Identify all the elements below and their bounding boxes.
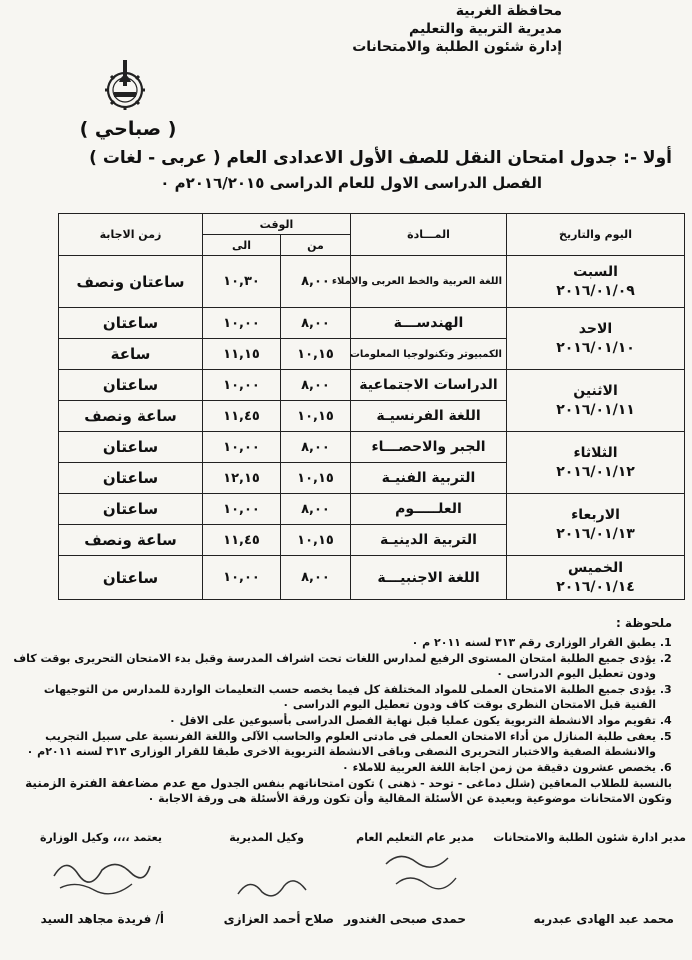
day-date: ٢٠١٦/٠١/١٤ — [556, 578, 635, 595]
time-from-cell: ٨,٠٠ — [281, 308, 351, 339]
day-cell — [507, 370, 685, 432]
duration-cell: ساعتان — [59, 494, 203, 525]
duration-cell: ساعتان — [59, 463, 203, 494]
duration-cell: ساعتان ونصف — [59, 256, 203, 308]
subject-cell: اللغة العربية والخط العربى والاملاء — [351, 256, 507, 308]
signature-titles — [10, 831, 686, 847]
ministry-logo-icon — [100, 58, 150, 112]
session-label: ( صباحي ) — [79, 118, 177, 140]
time-to-cell: ١٠,٠٠ — [203, 556, 281, 600]
note-item: 6. يخصص عشرون دقيقة من زمن اجابة اللغة العربية للاملاء ٠ — [12, 760, 656, 775]
time-to-cell: ١٢,١٥ — [203, 463, 281, 494]
time-from-cell: ٨,٠٠ — [281, 370, 351, 401]
special-needs-note — [12, 776, 672, 791]
time-from-cell: ٨,٠٠ — [281, 556, 351, 600]
note-item: 3. يؤدى جميع الطلبة الامتحان العملى للمواد المختلفة كل فيما يخصه حسب التعليمات الواردة للمدارس من التوجيهات الفنية قبل الامتحان النظرى بوقت كاف ودون تعطيل اليوم الدراسى ٠ — [12, 682, 656, 712]
day-date: ٢٠١٦/٠١/٠٩ — [556, 282, 635, 299]
header-subject: المـــادة — [351, 214, 507, 256]
duration-cell: ساعتان — [59, 556, 203, 600]
table-row — [59, 494, 685, 525]
time-from-cell: ١٠,١٥ — [281, 463, 351, 494]
day-cell — [507, 432, 685, 494]
objective-exams-note: وتكون الامتحانات موضوعية وبعيدة عن الأسئلة المقالية وأن تكون ورقة الأسئلة هى ورقة الاجابة ٠ — [147, 792, 672, 805]
day-name: الخميس — [567, 559, 624, 576]
duration-cell: ساعتان — [59, 370, 203, 401]
handwritten-signature-icon — [376, 844, 466, 896]
document-header — [352, 2, 562, 56]
duration-cell: ساعة — [59, 339, 203, 370]
duration-cell: ساعة ونصف — [59, 525, 203, 556]
handwritten-signature-icon — [46, 846, 156, 896]
header-from: من — [281, 235, 351, 256]
time-to-cell: ١٠,٠٠ — [203, 494, 281, 525]
day-date: ٢٠١٦/٠١/١٠ — [556, 339, 635, 356]
day-cell — [507, 556, 685, 600]
signature-title: وكيل المديرية — [229, 831, 304, 844]
signature-title: يعتمد ،،،، وكيل الوزارة — [39, 831, 162, 844]
signatory-name: أ/ فريدة مجاهد السيد — [40, 912, 164, 926]
header-time: الوقت — [203, 214, 351, 235]
note-item: 5. يعفى طلبة المنازل من أداء الامتحان العملى فى مادتى العلوم والحاسب الآلى واللغة الفرنسية على سبيل التجريب والانشطة الصفية والاختبار التحريرى النصفى وباقى الانشطة التربوية الاخرى طبقا للقرار الوزارى ٣١٣ لسنه ٢٠١١م ٠ — [12, 729, 656, 759]
notes-title: ملحوظة : — [615, 616, 672, 630]
day-name: الثلاثاء — [573, 444, 618, 461]
signature-title: مدير عام التعليم العام — [356, 831, 474, 844]
signatory-name: صلاح أحمد العزازى — [223, 912, 334, 926]
signature-title: مدير ادارة شئون الطلبة والامتحانات — [493, 831, 686, 844]
subject-cell: التربية الفنيـة — [351, 463, 507, 494]
schedule-subtitle: الفصل الدراسى الاول للعام الدراسى ٢٠١٦/٢٠١٥م ٠ — [160, 174, 542, 192]
day-name: السبت — [573, 263, 618, 280]
subject-cell: التربية الدينيـة — [351, 525, 507, 556]
time-to-cell: ١١,٤٥ — [203, 401, 281, 432]
time-from-cell: ٨,٠٠ — [281, 432, 351, 463]
notes-list — [12, 635, 672, 775]
day-name: الاثنين — [573, 382, 618, 399]
header-duration: زمن الاجابة — [59, 214, 203, 256]
time-to-cell: ١٠,٠٠ — [203, 308, 281, 339]
day-date: ٢٠١٦/٠١/١٣ — [556, 525, 635, 542]
time-to-cell: ١١,٤٥ — [203, 525, 281, 556]
table-row — [59, 370, 685, 401]
subject-cell: الجبر والاحصـــاء — [351, 432, 507, 463]
time-to-cell: ١٠,٣٠ — [203, 256, 281, 308]
time-from-cell: ٨,٠٠ — [281, 256, 351, 308]
day-date: ٢٠١٦/٠١/١١ — [556, 401, 635, 418]
special-needs-note-text: بالنسبة للطلاب المعاقين (شلل دماغى - توحد - ذهنى ) تكون امتحاناتهم بنفس الجدول — [206, 777, 672, 790]
time-from-cell: ٨,٠٠ — [281, 494, 351, 525]
time-to-cell: ١٠,٠٠ — [203, 432, 281, 463]
directorate-name: مديرية التربية والتعليم — [409, 21, 562, 37]
notes-section — [12, 616, 672, 806]
schedule-title: أولا -: جدول امتحان النقل للصف الأول الاعدادى العام ( عربى - لغات ) — [89, 148, 672, 168]
note-item: 1. يطبق القرار الوزارى رقم ٣١٣ لسنه ٢٠١١ م ٠ — [12, 635, 656, 650]
handwritten-signature-icon — [232, 868, 312, 908]
signatory-name: حمدى صبحى الغندور — [344, 912, 466, 926]
exam-schedule-table — [58, 213, 685, 600]
subject-cell: اللغة الاجنبيـــة — [351, 556, 507, 600]
signature-names — [10, 912, 686, 930]
header-to: الى — [203, 235, 281, 256]
day-name: الاربعاء — [571, 506, 620, 523]
day-date: ٢٠١٦/٠١/١٢ — [556, 463, 635, 480]
department-name: إدارة شئون الطلبة والامتحانات — [352, 39, 562, 55]
note-item: 4. تقويم مواد الانشطة التربوية يكون عمليا قبل نهاية الفصل الدراسى بأسبوعين على الاقل ٠ — [12, 713, 656, 728]
table-row — [59, 308, 685, 339]
time-to-cell: ١١,١٥ — [203, 339, 281, 370]
time-from-cell: ١٠,١٥ — [281, 525, 351, 556]
table-row — [59, 432, 685, 463]
note-item: 2. يؤدى جميع الطلبة امتحان المستوى الرفيع لمدارس اللغات تحت اشراف المدرسة وقبل بدء الامتحان التحريرى بوقت كاف ودون تعطيل اليوم الدراسى ٠ — [12, 651, 656, 681]
day-cell — [507, 308, 685, 370]
governorate-name: محافظة الغربية — [455, 3, 562, 19]
duration-cell: ساعتان — [59, 308, 203, 339]
table-row — [59, 256, 685, 308]
subject-cell: العلـــــوم — [351, 494, 507, 525]
header-day-date: اليوم والتاريخ — [507, 214, 685, 256]
subject-cell: اللغة الفرنسيـة — [351, 401, 507, 432]
duration-cell: ساعتان — [59, 432, 203, 463]
signatory-name: محمد عبد الهادى عبدربه — [533, 912, 674, 926]
time-to-cell: ١٠,٠٠ — [203, 370, 281, 401]
subject-cell: الكمبيوتر وتكنولوجيا المعلومات — [351, 339, 507, 370]
time-from-cell: ١٠,١٥ — [281, 339, 351, 370]
special-needs-note-emphasis: مع عدم مضاعفة الفترة الزمنية — [25, 776, 207, 790]
subject-cell: الهندســـة — [351, 308, 507, 339]
day-cell — [507, 256, 685, 308]
day-cell — [507, 494, 685, 556]
subject-cell: الدراسات الاجتماعية — [351, 370, 507, 401]
day-name: الاحد — [578, 320, 613, 337]
duration-cell: ساعة ونصف — [59, 401, 203, 432]
time-from-cell: ١٠,١٥ — [281, 401, 351, 432]
table-row — [59, 556, 685, 600]
